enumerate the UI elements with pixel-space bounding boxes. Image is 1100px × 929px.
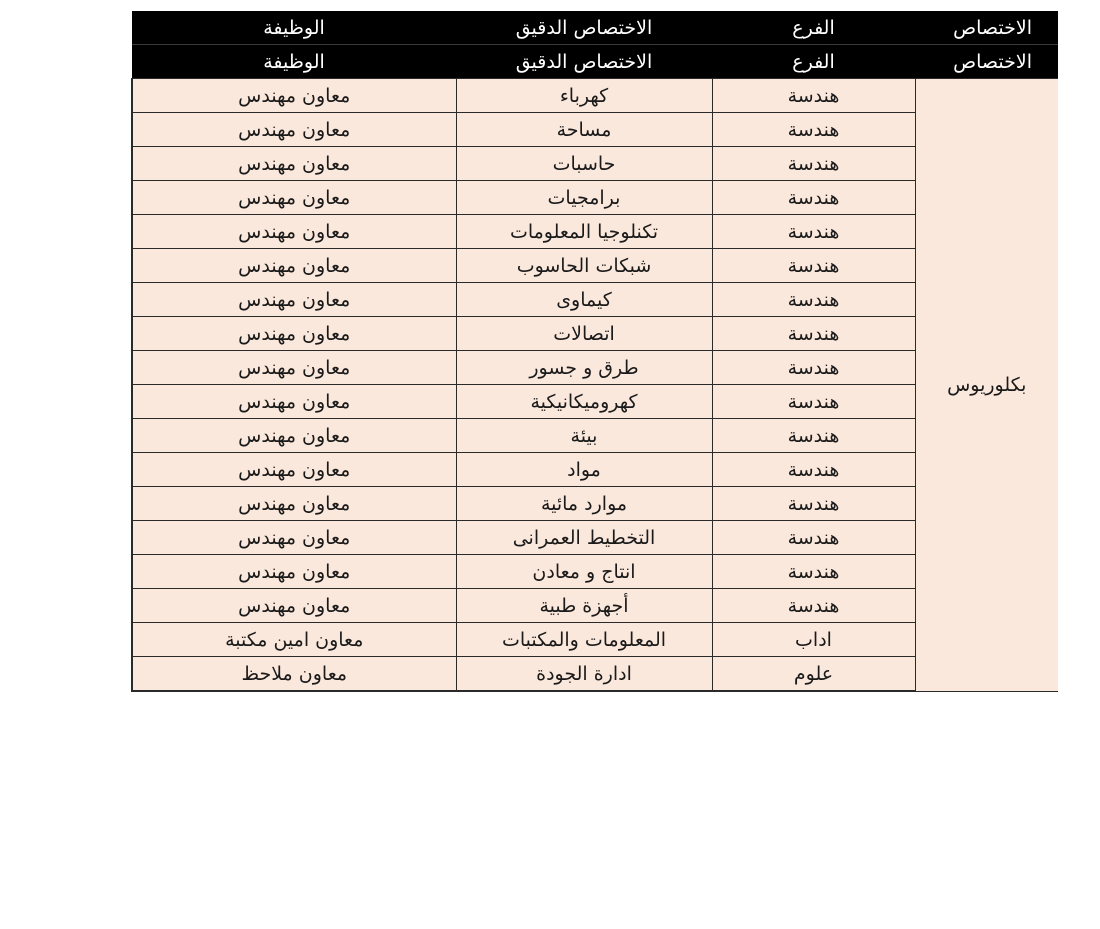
degree-cell: بكلوريوس bbox=[915, 79, 1058, 692]
header-specialization: الاختصاص bbox=[915, 45, 1058, 79]
header-row bbox=[132, 11, 1058, 45]
sub-specialization-cell: تكنلوجيا المعلومات bbox=[456, 215, 712, 249]
sub-specialization-cell: التخطيط العمرانى bbox=[456, 521, 712, 555]
branch-cell: علوم bbox=[712, 657, 915, 692]
sub-specialization-cell: مساحة bbox=[456, 113, 712, 147]
jobs-table bbox=[131, 11, 1058, 692]
sub-specialization-cell: بيئة bbox=[456, 419, 712, 453]
job-cell: معاون مهندس bbox=[132, 147, 456, 181]
header-sub-specialization: الاختصاص الدقيق bbox=[456, 11, 712, 45]
sub-specialization-cell: طرق و جسور bbox=[456, 351, 712, 385]
job-cell: معاون مهندس bbox=[132, 589, 456, 623]
job-cell: معاون مهندس bbox=[132, 487, 456, 521]
sub-specialization-cell: كهرباء bbox=[456, 79, 712, 113]
sub-specialization-cell: انتاج و معادن bbox=[456, 555, 712, 589]
sub-specialization-cell: كهروميكانيكية bbox=[456, 385, 712, 419]
sub-specialization-cell: المعلومات والمكتبات bbox=[456, 623, 712, 657]
branch-cell: هندسة bbox=[712, 181, 915, 215]
job-cell: معاون مهندس bbox=[132, 181, 456, 215]
table-row bbox=[132, 79, 1058, 113]
branch-cell: هندسة bbox=[712, 215, 915, 249]
job-cell: معاون مهندس bbox=[132, 419, 456, 453]
sub-specialization-cell: برامجيات bbox=[456, 181, 712, 215]
branch-cell: هندسة bbox=[712, 283, 915, 317]
branch-cell: هندسة bbox=[712, 555, 915, 589]
job-cell: معاون مهندس bbox=[132, 317, 456, 351]
branch-cell: هندسة bbox=[712, 487, 915, 521]
header-sub-specialization: الاختصاص الدقيق bbox=[456, 45, 712, 79]
sub-specialization-cell: موارد مائية bbox=[456, 487, 712, 521]
sub-specialization-cell: أجهزة طبية bbox=[456, 589, 712, 623]
job-cell: معاون مهندس bbox=[132, 385, 456, 419]
job-cell: معاون ملاحظ bbox=[132, 657, 456, 692]
header-row-repeat bbox=[132, 45, 1058, 79]
branch-cell: هندسة bbox=[712, 317, 915, 351]
job-cell: معاون امين مكتبة bbox=[132, 623, 456, 657]
job-cell: معاون مهندس bbox=[132, 351, 456, 385]
header-job: الوظيفة bbox=[132, 11, 456, 45]
branch-cell: هندسة bbox=[712, 79, 915, 113]
sub-specialization-cell: ادارة الجودة bbox=[456, 657, 712, 692]
sub-specialization-cell: حاسبات bbox=[456, 147, 712, 181]
job-cell: معاون مهندس bbox=[132, 249, 456, 283]
table-body bbox=[132, 79, 1058, 692]
branch-cell: هندسة bbox=[712, 521, 915, 555]
job-cell: معاون مهندس bbox=[132, 215, 456, 249]
branch-cell: هندسة bbox=[712, 113, 915, 147]
job-cell: معاون مهندس bbox=[132, 555, 456, 589]
table-header bbox=[132, 11, 1058, 79]
branch-cell: هندسة bbox=[712, 351, 915, 385]
branch-cell: هندسة bbox=[712, 249, 915, 283]
sub-specialization-cell: اتصالات bbox=[456, 317, 712, 351]
header-specialization: الاختصاص bbox=[915, 11, 1058, 45]
sub-specialization-cell: كيماوى bbox=[456, 283, 712, 317]
sub-specialization-cell: مواد bbox=[456, 453, 712, 487]
branch-cell: هندسة bbox=[712, 147, 915, 181]
job-cell: معاون مهندس bbox=[132, 453, 456, 487]
branch-cell: هندسة bbox=[712, 453, 915, 487]
branch-cell: هندسة bbox=[712, 419, 915, 453]
job-cell: معاون مهندس bbox=[132, 79, 456, 113]
header-branch: الفرع bbox=[712, 45, 915, 79]
job-cell: معاون مهندس bbox=[132, 283, 456, 317]
header-branch: الفرع bbox=[712, 11, 915, 45]
sub-specialization-cell: شبكات الحاسوب bbox=[456, 249, 712, 283]
header-job: الوظيفة bbox=[132, 45, 456, 79]
job-cell: معاون مهندس bbox=[132, 113, 456, 147]
branch-cell: اداب bbox=[712, 623, 915, 657]
job-cell: معاون مهندس bbox=[132, 521, 456, 555]
branch-cell: هندسة bbox=[712, 589, 915, 623]
branch-cell: هندسة bbox=[712, 385, 915, 419]
